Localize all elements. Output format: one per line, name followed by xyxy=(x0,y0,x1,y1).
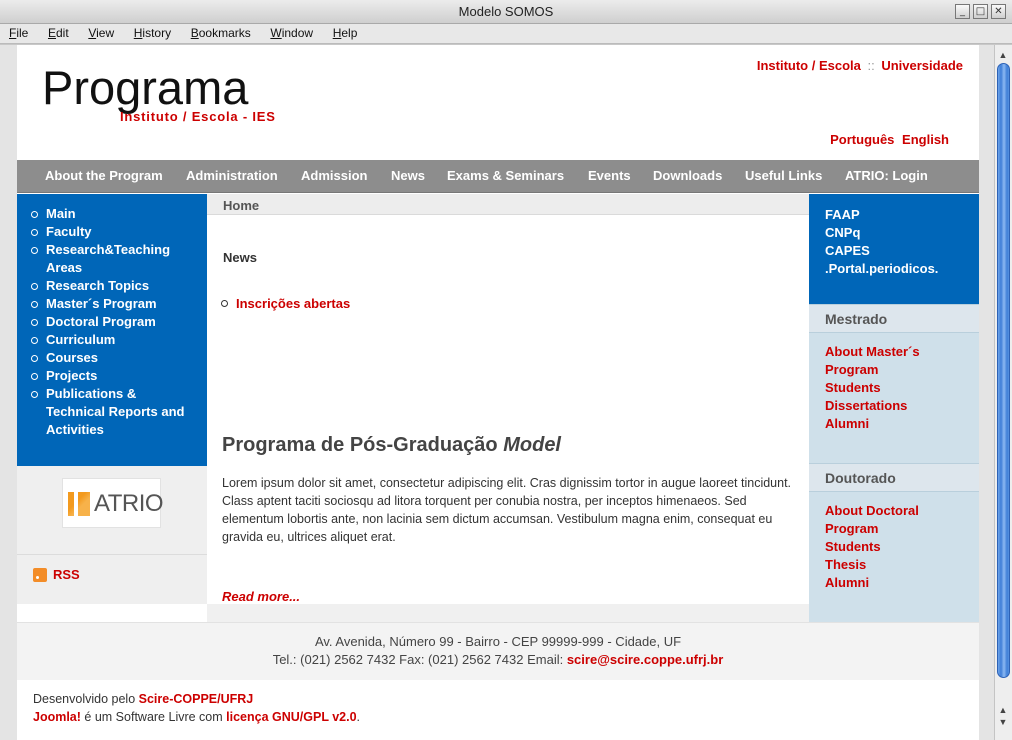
footer-phones: Tel.: (021) 2562 7432 Fax: (021) 2562 7432 Email: xyxy=(272,652,564,667)
partner-link-faap[interactable]: FAAP xyxy=(825,207,860,222)
article-body: Lorem ipsum dolor sit amet, consectetur adipiscing elit. Cras dignissim tortor in augue laoreet tincidunt. Class aptent taciti sociosqu ad litora torquent per conubia nostra, per inceptos himenaeos. Sed elementum lobortis ante, non lacinia sem dictum accumsan. Vestibulum magna enim, consequat eu gravida eu, ultrices aliquet erat. xyxy=(222,476,792,544)
menu-edit[interactable]: Edit xyxy=(47,26,69,40)
window-controls xyxy=(955,4,1006,19)
scrollbar-thumb[interactable] xyxy=(997,63,1010,678)
close-icon[interactable]: ✕ xyxy=(991,4,1006,19)
article-title-text: Programa de Pós-Graduação xyxy=(222,434,498,456)
mestrado-link-dissertations[interactable]: Dissertations xyxy=(825,398,908,413)
sidebar-item-projects[interactable]: Projects xyxy=(17,367,192,385)
lang-portugues[interactable]: Português xyxy=(830,132,895,147)
sidebar-item-research-topics[interactable]: Research Topics xyxy=(17,277,192,295)
page xyxy=(17,45,979,740)
mestrado-heading: Mestrado xyxy=(809,304,979,333)
nav-about-program[interactable]: About the Program xyxy=(45,168,163,183)
nav-events[interactable]: Events xyxy=(588,168,631,183)
atrio-logo[interactable] xyxy=(62,478,164,528)
sidebar-item-doctoral[interactable]: Doctoral Program xyxy=(17,313,192,331)
article-title-em: Model xyxy=(503,434,561,456)
doutorado-link-thesis[interactable]: Thesis xyxy=(825,557,867,572)
site-logo[interactable]: Programa xyxy=(42,61,249,114)
credits-scire-link[interactable]: Scire-COPPE/UFRJ xyxy=(138,692,254,706)
partner-link-portal-periodicos[interactable]: .Portal.periodicos. xyxy=(825,261,939,276)
language-switcher xyxy=(826,132,949,147)
nav-exams-seminars[interactable]: Exams & Seminars xyxy=(447,168,565,183)
minimize-icon[interactable]: _ xyxy=(955,4,970,19)
maximize-icon[interactable]: □ xyxy=(973,4,988,19)
sidebar-item-courses[interactable]: Courses xyxy=(17,349,192,367)
sidebar-navigation xyxy=(17,194,207,466)
credits-license-link[interactable]: licença GNU/GPL v2.0 xyxy=(226,710,357,724)
page-gutter-left xyxy=(0,45,17,740)
sidebar-item-masters[interactable]: Master´s Program xyxy=(17,295,192,313)
doutorado-heading: Doutorado xyxy=(809,463,979,492)
nav-atrio-login[interactable]: ATRIO: Login xyxy=(845,168,928,183)
window-title: Modelo SOMOS xyxy=(458,4,554,19)
footer-address: Av. Avenida, Número 99 - Bairro - CEP 99999-999 - Cidade, UF xyxy=(314,634,682,649)
menu-bookmarks[interactable]: Bookmarks xyxy=(190,26,251,40)
main-content-footer-strip xyxy=(207,604,809,622)
credits-license xyxy=(33,708,360,726)
menu-history[interactable]: History xyxy=(133,26,172,40)
rss-label: RSS xyxy=(53,567,80,582)
sidebar-item-curriculum[interactable]: Curriculum xyxy=(17,331,192,349)
sidebar-item-research-teaching[interactable]: Research&Teaching Areas xyxy=(17,241,192,277)
link-universidade[interactable]: Universidade xyxy=(881,58,963,73)
doutorado-link-alumni[interactable]: Alumni xyxy=(825,575,870,590)
sidebar-item-faculty[interactable]: Faculty xyxy=(17,223,192,241)
read-more-link[interactable]: Read more... xyxy=(222,589,301,604)
breadcrumb xyxy=(207,194,809,215)
credits xyxy=(33,690,360,726)
doutorado-link-students[interactable]: Students xyxy=(825,539,881,554)
article-title xyxy=(222,434,561,457)
doutorado-link-about[interactable]: About Doctoral Program xyxy=(825,503,919,536)
menu-view[interactable]: View xyxy=(88,26,115,40)
partner-link-capes[interactable]: CAPES xyxy=(825,243,870,258)
mestrado-link-alumni[interactable]: Alumni xyxy=(825,416,870,431)
news-item-inscricoes[interactable]: Inscrições abertas xyxy=(236,296,351,311)
credits-dev-prefix: Desenvolvido pelo xyxy=(33,692,136,706)
main-navigation xyxy=(17,160,979,193)
rss-link[interactable] xyxy=(33,567,80,582)
site-subtitle: Instituto / Escola - IES xyxy=(120,109,276,124)
partner-links xyxy=(809,194,979,304)
atrio-logo-text: ATRIO xyxy=(94,490,164,517)
sidebar-extras xyxy=(17,466,207,604)
credits-joomla-text: é um Software Livre com xyxy=(84,710,223,724)
mestrado-link-students[interactable]: Students xyxy=(825,380,881,395)
news-heading: News xyxy=(223,250,257,265)
nav-administration[interactable]: Administration xyxy=(186,168,278,183)
credits-joomla-link[interactable]: Joomla! xyxy=(33,710,81,724)
browser-viewport xyxy=(0,45,994,740)
sidebar-item-main[interactable]: Main xyxy=(17,205,192,223)
breadcrumb-home[interactable]: Home xyxy=(223,198,260,213)
link-instituto-escola[interactable]: Instituto / Escola xyxy=(756,58,861,73)
credits-developer xyxy=(33,690,360,708)
link-separator: :: xyxy=(867,58,875,73)
sidebar-divider xyxy=(17,554,207,555)
nav-news[interactable]: News xyxy=(391,168,425,183)
footer-contact xyxy=(17,651,979,669)
menu-help[interactable]: Help xyxy=(332,26,358,40)
atrio-mark-icon xyxy=(68,492,90,516)
credits-license-suffix: . xyxy=(356,710,361,724)
institution-links xyxy=(757,58,963,73)
nav-useful-links[interactable]: Useful Links xyxy=(745,168,823,183)
sidebar-item-publications[interactable]: Publications & Technical Reports and Activities xyxy=(17,385,192,439)
menubar xyxy=(0,24,1012,44)
nav-downloads[interactable]: Downloads xyxy=(653,168,723,183)
menu-window[interactable]: Window xyxy=(270,26,314,40)
mestrado-link-about[interactable]: About Master´s Program xyxy=(825,344,920,377)
window-titlebar xyxy=(0,0,1012,24)
page-gutter-right xyxy=(979,45,994,740)
rss-icon xyxy=(33,568,47,582)
scroll-up-icon[interactable]: ▲ xyxy=(998,50,1008,60)
partner-link-cnpq[interactable]: CNPq xyxy=(825,225,861,240)
scroll-down-icon[interactable]: ▲ ▼ xyxy=(998,705,1008,727)
lang-english[interactable]: English xyxy=(902,132,949,147)
menu-file[interactable]: File xyxy=(9,26,29,40)
main-content xyxy=(207,194,809,604)
mestrado-section xyxy=(809,304,979,463)
doutorado-section xyxy=(809,463,979,622)
footer-email-link[interactable]: scire@scire.coppe.ufrj.br xyxy=(566,652,724,667)
page-footer xyxy=(17,622,979,680)
nav-admission[interactable]: Admission xyxy=(301,168,368,183)
